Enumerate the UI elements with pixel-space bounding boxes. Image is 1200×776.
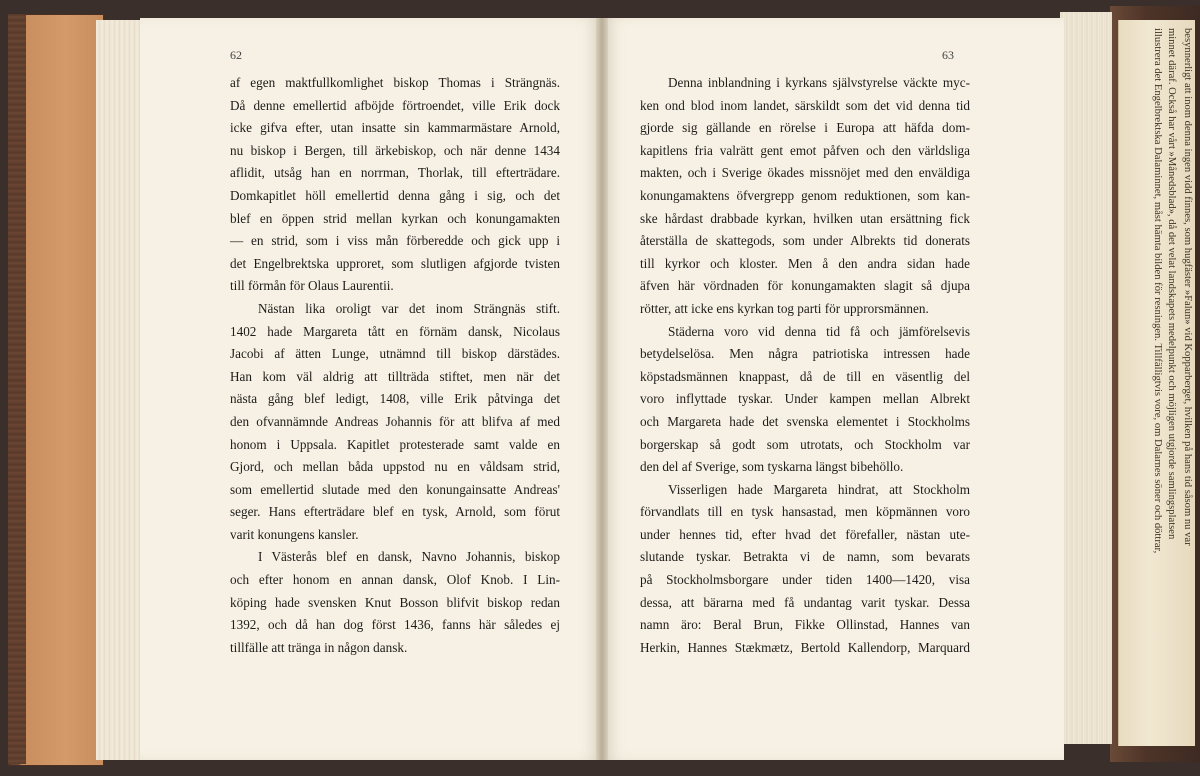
text-line: Nästan lika oroligt var det inom Strängnäs stift. — [258, 300, 560, 316]
text-line: den ofvannämnde Andreas Johannis för att blifva af med — [230, 413, 560, 429]
text-line: I Västerås blef en dansk, Navno Johannis, biskop — [258, 549, 560, 565]
text-line: seger. Hans efterträdare blef en tysk, Arnold, som förut — [230, 504, 560, 520]
text-line: återställa de skattegods, som under Albrekts tid donerats — [640, 233, 970, 249]
text-line: och efter honom en annan dansk, Olof Knob. I Lin- — [230, 572, 560, 588]
text-line: ken ond blod inom landet, särskildt som det vid denna tid — [640, 97, 970, 113]
book-gutter — [596, 18, 608, 760]
text-line: dessa, att bärarna med få undantag varit tyskar. Dessa — [640, 594, 970, 610]
text-line: konungamaktens öfvergrepp genom reduktionen, som kan- — [640, 187, 970, 203]
text-line: tillfälle att tränga in någon dansk. — [230, 639, 408, 655]
text-line: till förmån för Olaus Laurentii. — [230, 278, 394, 294]
text-line: nu biskop i Bergen, till ärkebiskop, och när denne 1434 — [230, 142, 560, 158]
text-line: rötter, att icke ens kyrkan tog parti för upprorsmännen. — [640, 300, 929, 316]
text-line: Jacobi af ätten Lunge, utnämnd till biskop därstädes. — [230, 346, 560, 362]
left-page-stack — [96, 20, 144, 760]
text-line: Visserligen hade Margareta hindrat, att Stockholm — [668, 481, 970, 497]
text-line: icke gifva efter, utan insatte sin kammarmästare Arnold, — [230, 120, 560, 136]
text-line: honom i Uppsala. Kapitlet protesterade samt valde en — [230, 436, 560, 452]
text-line: betydelselösa. Men några patriotiska intressen hade — [640, 346, 970, 362]
text-line: voro inflyttade tyskar. Under kampen mellan Albrekt — [640, 391, 970, 407]
text-line: Domkapitlet höll emellertid denna gång i sig, och det — [230, 187, 560, 203]
side-slip-column: illustrera det Engelbrektska Dalaminnet, måst hämta bilden för resningen. Tillfälligtvis vore, om Dalarnes söner och döttrar, — [1152, 28, 1163, 554]
text-line: af egen maktfullkomlighet biskop Thomas i Strängnäs. — [230, 75, 560, 90]
text-line: varit konungens kansler. — [230, 526, 359, 542]
text-line: den del af Sverige, som tyskarna längst bibehöllo. — [640, 459, 904, 475]
text-line: Herkin, Hannes Stækmætz, Bertold Kallendorp, Marquard — [640, 639, 970, 655]
text-line: nästa gång blef ledigt, 1408, ville Erik påtvinga det — [230, 391, 560, 407]
right-page — [602, 18, 1064, 760]
text-line: 1392, och då han dog först 1436, fanns här således ej — [230, 617, 560, 633]
side-slip-column: minnet däraf. Också har vårt »Månedsblad», då det velat landskapets medelpunkt och möjligen utgjorde samlingsplatsen — [1166, 28, 1177, 540]
left-page-number: 62 — [230, 48, 242, 62]
right-page-body — [640, 72, 970, 659]
text-line: ske hårdast drabbade kyrkan, hvilken utan ersättning fick — [640, 210, 970, 226]
text-line: Han kom väl aldrig att tillträda stiftet, men när det — [230, 368, 560, 384]
left-page-body — [230, 72, 560, 659]
text-line: kapitlens fria valrätt gent emot påfven och den världsliga — [640, 142, 970, 158]
right-page-number: 63 — [942, 48, 954, 62]
left-page — [140, 18, 602, 760]
text-line: Denna inblandning i kyrkans självstyrelse väckte myc- — [668, 75, 970, 90]
text-line: namn äro: Beral Brun, Fikke Ollinstad, Hannes van — [640, 617, 970, 633]
text-line: till kyrkor och kloster. Men å den andra sidan hade — [640, 255, 970, 271]
text-line: 1402 hade Margareta tått en förnäm dansk, Nicolaus — [230, 323, 560, 339]
text-line: — en strid, som i viss mån förberedde och gick upp i — [230, 233, 560, 249]
right-page-stack — [1060, 12, 1112, 744]
text-line: förvandlats till en tysk hansastad, men köpmännen voro — [640, 504, 970, 520]
side-slip-column: besynnerligt att inom denna ingen vidd finnes, som hugfäster »Falun» vid Kopparberget, hvilken på hans tid såsom nu var — [1182, 28, 1193, 546]
text-line: och Margareta hade det svenska elementet i Stockholms — [640, 413, 970, 429]
text-line: blef en öppen strid mellan kyrkan och konungamakten — [230, 210, 560, 226]
text-line: på Stockholmsborgare under tiden 1400—1420, visa — [640, 572, 970, 588]
text-line: aflidit, utsåg han en norrman, Thorlak, till efterträdare. — [230, 165, 560, 181]
left-cover-edge — [8, 14, 26, 764]
text-line: Städerna voro vid denna tid få och jämförelsevis — [668, 323, 970, 339]
text-line: äfven här vördnaden för konungamakten slagit så djupa — [640, 278, 970, 294]
text-line: gjorde sig gällande en rörelse i Europa att häfda dom- — [640, 120, 970, 136]
text-line: köpstadsmännen knappast, då de till en väsentlig del — [640, 368, 970, 384]
text-line: köping hade svensken Knut Bosson blifvit biskop redan — [230, 594, 560, 610]
text-line: slutande tyskar. Betrakta vi de namn, som bevarats — [640, 549, 970, 565]
text-line: makten, och i Sverige ökades missnöjet med den enväldiga — [640, 165, 970, 181]
text-line: Då denne emellertid afböjde förtroendet, ville Erik dock — [230, 97, 560, 113]
text-line: det Engelbrektska upproret, som slutligen afgjorde tvisten — [230, 255, 560, 271]
text-line: borgerskap så godt som utrotats, och Stockholm var — [640, 436, 970, 452]
text-line: under hennes tid, efter hvad det förefaller, nästan ute- — [640, 526, 970, 542]
text-line: som emellertid slutade med den konungainsatte Andreas' — [230, 481, 560, 497]
text-line: Gjord, och mellan båda uppstod nu en våldsam strid, — [230, 459, 560, 475]
